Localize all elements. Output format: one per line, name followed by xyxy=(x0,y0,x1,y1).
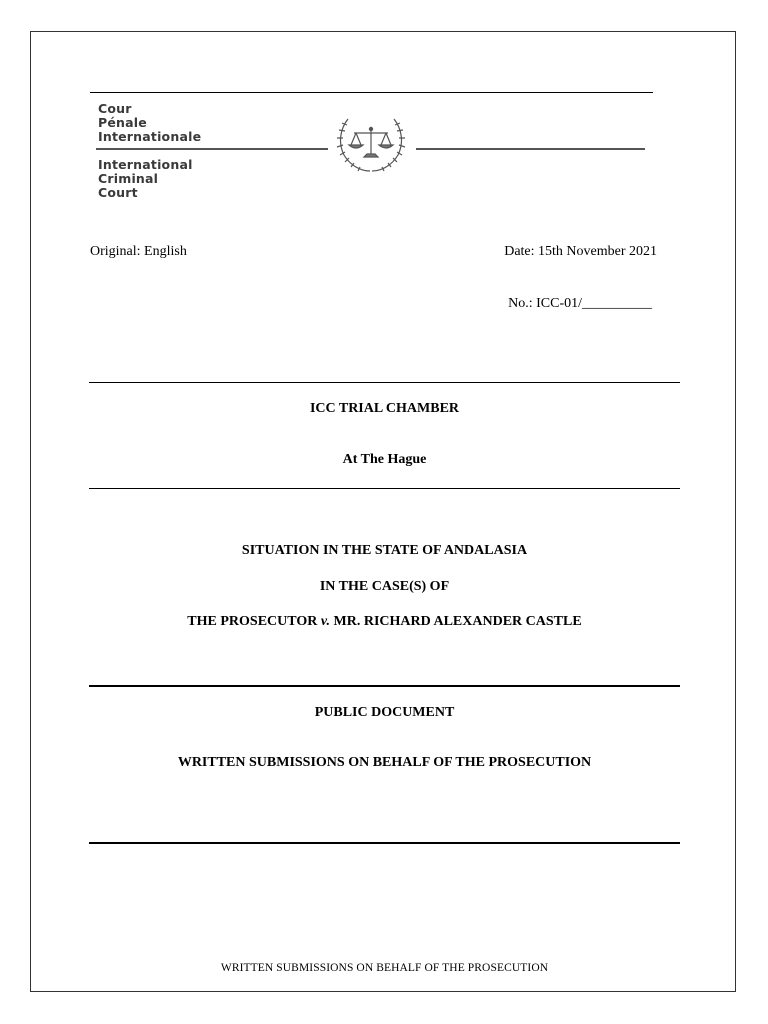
chamber-rule-bottom xyxy=(89,488,680,489)
document-date: Date: 15th November 2021 xyxy=(504,244,657,259)
chamber-location: At The Hague xyxy=(342,452,427,467)
case-versus: v. xyxy=(320,614,331,629)
header-rule xyxy=(90,92,653,93)
logo-en-line-2: Criminal xyxy=(98,171,159,186)
page-footer: WRITTEN SUBMISSIONS ON BEHALF OF THE PROSECUTION xyxy=(220,962,549,974)
case-name xyxy=(90,614,679,630)
logo-en-line-3: Court xyxy=(98,185,138,200)
original-language: Original: English xyxy=(90,244,187,259)
logo-fr-line-3: Internationale xyxy=(98,129,202,144)
case-prefix: THE PROSECUTOR xyxy=(187,614,321,629)
document-classification: PUBLIC DOCUMENT xyxy=(314,705,455,720)
document-rule-top xyxy=(89,685,680,687)
logo-fr-line-2: Pénale xyxy=(98,115,147,130)
document-rule-bottom xyxy=(89,842,680,844)
document-title: WRITTEN SUBMISSIONS ON BEHALF OF THE PROSECUTION xyxy=(177,755,592,770)
chamber-name: ICC TRIAL CHAMBER xyxy=(309,401,460,416)
situation-title: SITUATION IN THE STATE OF ANDALASIA xyxy=(241,543,528,558)
scales-of-justice-emblem-icon xyxy=(330,113,412,175)
logo-fr-line-1: Cour xyxy=(98,101,132,116)
logo-divider-left xyxy=(96,148,328,150)
logo-en-line-1: International xyxy=(98,157,193,172)
logo-french-name xyxy=(98,102,201,144)
case-heading: IN THE CASE(S) OF xyxy=(319,579,450,594)
document-number: No.: ICC-01/__________ xyxy=(508,296,652,311)
case-suffix: MR. RICHARD ALEXANDER CASTLE xyxy=(330,614,582,629)
chamber-rule-top xyxy=(89,382,680,383)
logo-divider-right xyxy=(416,148,645,150)
logo-english-name xyxy=(98,158,193,200)
